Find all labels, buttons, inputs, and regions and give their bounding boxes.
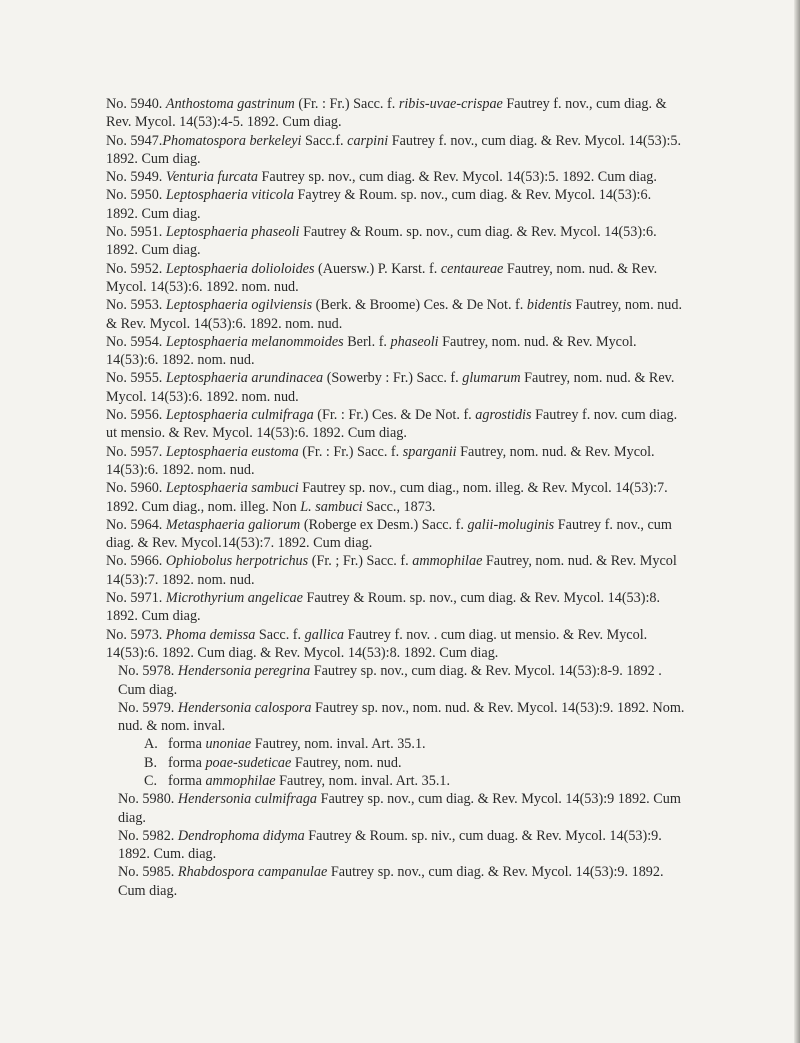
list-entry: [106, 260, 686, 297]
list-entry: [106, 827, 686, 864]
entry-text: Sacc.f.: [301, 132, 348, 149]
list-entry: [106, 479, 686, 516]
taxon-name: Microthyrium angelicae: [165, 590, 303, 607]
form-epithet: agrostidis: [475, 407, 532, 424]
entry-number: No. 5979.: [118, 699, 175, 716]
entry-number: No. 5971.: [106, 590, 163, 607]
entry-text: Fautrey, nom. nud. & Rev. Mycol. 14(53):6. 1892. nom. nud.: [106, 297, 683, 332]
list-entry: [106, 589, 686, 626]
entry-text: Fautrey sp. nov., cum diag. & Rev. Mycol. 14(53):5. 1892. Cum diag.: [258, 169, 657, 186]
list-entry: [106, 516, 686, 553]
list-entry: [106, 790, 686, 827]
entry-text: (Auersw.) P. Karst. f.: [314, 260, 441, 277]
entry-number: No. 5947.: [106, 132, 163, 149]
taxon-name: Phomatospora berkeleyi: [162, 132, 302, 149]
form-text: forma: [168, 772, 206, 789]
taxon-name: Hendersonia culmifraga: [177, 791, 318, 808]
list-entry: [106, 333, 686, 370]
taxon-name: Leptosphaeria dolioloides: [165, 260, 315, 277]
form-epithet: ribis-uvae-crispae: [398, 96, 503, 112]
entry-text: Sacc., 1873.: [362, 498, 436, 515]
taxon-name: Leptosphaeria phaseoli: [165, 224, 300, 241]
form-item: [106, 772, 686, 790]
taxon-name: Dendrophoma didyma: [177, 827, 305, 844]
entry-text: Sacc. f.: [255, 626, 305, 643]
entry-text: Faytrey & Roum. sp. nov., cum diag. & Rev. Mycol. 14(53):6. 1892. Cum diag.: [106, 187, 652, 222]
entry-number: No. 5955.: [106, 370, 163, 387]
entry-text: Berl. f.: [343, 333, 391, 350]
list-entry: [106, 443, 686, 480]
list-entry: [106, 223, 686, 260]
entry-number: No. 5949.: [106, 169, 163, 186]
entry-text: Fautrey sp. nov., cum diag. & Rev. Mycol. 14(53):9. 1892. Cum diag.: [118, 864, 664, 899]
page-edge-shadow: [794, 0, 800, 1043]
entry-text: Fautrey f. nov., cum diag. & Rev. Mycol. 14(53):4-5. 1892. Cum diag.: [106, 96, 667, 131]
taxon-name: Anthostoma gastrinum: [165, 96, 295, 112]
taxon-name: Venturia furcata: [165, 169, 258, 186]
entry-number: No. 5950.: [106, 187, 163, 204]
form-epithet: ammophilae: [205, 772, 276, 789]
entry-text: (Roberge ex Desm.) Sacc. f.: [300, 516, 468, 533]
entry-text: Fautrey & Roum. sp. nov., cum diag. & Rev. Mycol. 14(53):6. 1892. Cum diag.: [106, 224, 657, 259]
entry-text: Fautrey, nom. nud. & Rev. Mycol 14(53):7. 1892. nom. nud.: [106, 553, 677, 588]
entry-number: No. 5982.: [118, 827, 175, 844]
form-epithet: ammophilae: [412, 553, 483, 570]
entry-text: Fautrey f. nov. cum diag. ut mensio. & Rev. Mycol. 14(53):6. 1892. Cum diag.: [106, 407, 678, 442]
entry-number: No. 5966.: [106, 553, 163, 570]
list-entry: [106, 552, 686, 589]
entry-text: (Berk. & Broome) Ces. & De Not. f.: [312, 297, 527, 314]
list-entry: [106, 168, 686, 186]
form-text: Fautrey, nom. inval. Art. 35.1.: [275, 772, 451, 789]
list-entry: [106, 95, 686, 132]
entry-number: No. 5973.: [106, 626, 163, 643]
form-epithet: bidentis: [526, 297, 572, 314]
form-text: Fautrey, nom. nud.: [291, 754, 402, 771]
form-letter: B.: [144, 754, 158, 771]
entry-number: No. 5985.: [118, 864, 175, 881]
entry-number: No. 5980.: [118, 791, 175, 808]
list-entry: [106, 132, 686, 169]
form-text: forma: [168, 754, 206, 771]
form-epithet: sparganii: [402, 443, 457, 460]
form-epithet: unoniae: [205, 736, 252, 753]
form-text: Fautrey, nom. inval. Art. 35.1.: [251, 736, 426, 753]
form-epithet: centaureae: [440, 260, 504, 277]
entry-text: (Fr. : Fr.) Ces. & De Not. f.: [313, 407, 476, 424]
entry-text: Fautrey & Roum. sp. nov., cum diag. & Rev. Mycol. 14(53):8. 1892. Cum diag.: [106, 590, 661, 625]
entry-text: (Fr. : Fr.) Sacc. f.: [298, 443, 403, 460]
entry-number: No. 5940.: [106, 96, 163, 112]
entry-text: (Fr. : Fr.) Sacc. f.: [294, 96, 399, 112]
entry-text: Fautrey sp. nov., nom. nud. & Rev. Mycol. 14(53):9. 1892. Nom. nud. & nom. inval.: [118, 699, 685, 735]
list-entry: [106, 699, 686, 736]
form-item: [106, 735, 686, 753]
entry-text: Fautrey sp. nov., cum diag. & Rev. Mycol. 14(53):9 1892. Cum diag.: [118, 791, 681, 826]
entry-number: No. 5951.: [106, 224, 163, 241]
form-item: [106, 754, 686, 772]
taxon-name: Hendersonia calospora: [177, 699, 312, 716]
taxon-name: Hendersonia peregrina: [177, 663, 311, 680]
exsiccata-list: [106, 95, 686, 900]
taxon-name: Leptosphaeria melanommoides: [165, 333, 344, 350]
entry-text: Fautrey, nom. nud. & Rev. Mycol. 14(53):6. 1892. nom. nud.: [106, 370, 675, 405]
entry-text: Fautrey, nom. nud. & Rev. Mycol. 14(53):6. 1892. nom. nud.: [106, 333, 637, 369]
entry-number: No. 5978.: [118, 663, 175, 680]
form-epithet: L. sambuci: [300, 498, 363, 515]
taxon-name: Leptosphaeria eustoma: [165, 443, 299, 460]
form-epithet: poae-sudeticae: [205, 754, 292, 771]
taxon-name: Leptosphaeria culmifraga: [165, 407, 314, 424]
taxon-name: Leptosphaeria arundinacea: [165, 370, 324, 387]
taxon-name: Metasphaeria galiorum: [165, 516, 301, 533]
entry-number: No. 5956.: [106, 407, 163, 424]
list-entry: [106, 406, 686, 443]
list-entry: [106, 863, 686, 900]
entry-text: (Fr. ; Fr.) Sacc. f.: [308, 553, 413, 570]
entry-number: No. 5953.: [106, 297, 163, 314]
entry-text: Fautrey f. nov., cum diag. & Rev. Mycol. 14(53):5. 1892. Cum diag.: [106, 132, 682, 167]
list-entry: [106, 186, 686, 223]
list-entry: [106, 296, 686, 333]
form-epithet: gallica: [304, 626, 345, 643]
form-letter: C.: [144, 772, 158, 789]
entry-text: Fautrey sp. nov., cum diag., nom. illeg. & Rev. Mycol. 14(53):7. 1892. Cum diag., nom. illeg. Non: [106, 480, 668, 515]
form-epithet: glumarum: [462, 370, 521, 387]
list-entry: [106, 369, 686, 406]
taxon-name: Leptosphaeria sambuci: [165, 480, 299, 497]
taxon-name: Leptosphaeria ogilviensis: [165, 297, 313, 314]
list-entry: [106, 626, 686, 663]
taxon-name: Leptosphaeria viticola: [165, 187, 294, 204]
entry-number: No. 5960.: [106, 480, 163, 497]
list-entry: [106, 662, 686, 699]
form-text: forma: [168, 736, 206, 753]
entry-number: No. 5964.: [106, 516, 163, 533]
taxon-name: Rhabdospora campanulae: [177, 864, 328, 881]
entry-text: Fautrey, nom. nud. & Rev. Mycol. 14(53):6. 1892. nom. nud.: [106, 443, 655, 478]
form-epithet: phaseoli: [390, 333, 439, 350]
form-letter: A.: [144, 736, 158, 753]
entry-text: Fautrey & Roum. sp. niv., cum duag. & Rev. Mycol. 14(53):9. 1892. Cum. diag.: [118, 827, 662, 863]
entry-text: Fautrey f. nov., cum diag. & Rev. Mycol.14(53):7. 1892. Cum diag.: [106, 516, 672, 552]
taxon-name: Phoma demissa: [165, 626, 256, 643]
form-epithet: carpini: [347, 132, 389, 149]
taxon-name: Ophiobolus herpotrichus: [165, 553, 309, 570]
entry-text: Fautrey sp. nov., cum diag. & Rev. Mycol. 14(53):8-9. 1892 . Cum diag.: [118, 663, 662, 698]
entry-number: No. 5952.: [106, 260, 163, 277]
entry-number: No. 5954.: [106, 333, 163, 350]
entry-text: Fautrey, nom. nud. & Rev. Mycol. 14(53):6. 1892. nom. nud.: [106, 260, 658, 295]
entry-number: No. 5957.: [106, 443, 163, 460]
entry-text: Fautrey f. nov. . cum diag. ut mensio. & Rev. Mycol. 14(53):6. 1892. Cum diag. & Rev. Mycol. 14(53):8. 1892. Cum diag.: [106, 626, 648, 661]
form-epithet: galii-moluginis: [467, 516, 555, 533]
entry-text: (Sowerby : Fr.) Sacc. f.: [323, 370, 463, 387]
